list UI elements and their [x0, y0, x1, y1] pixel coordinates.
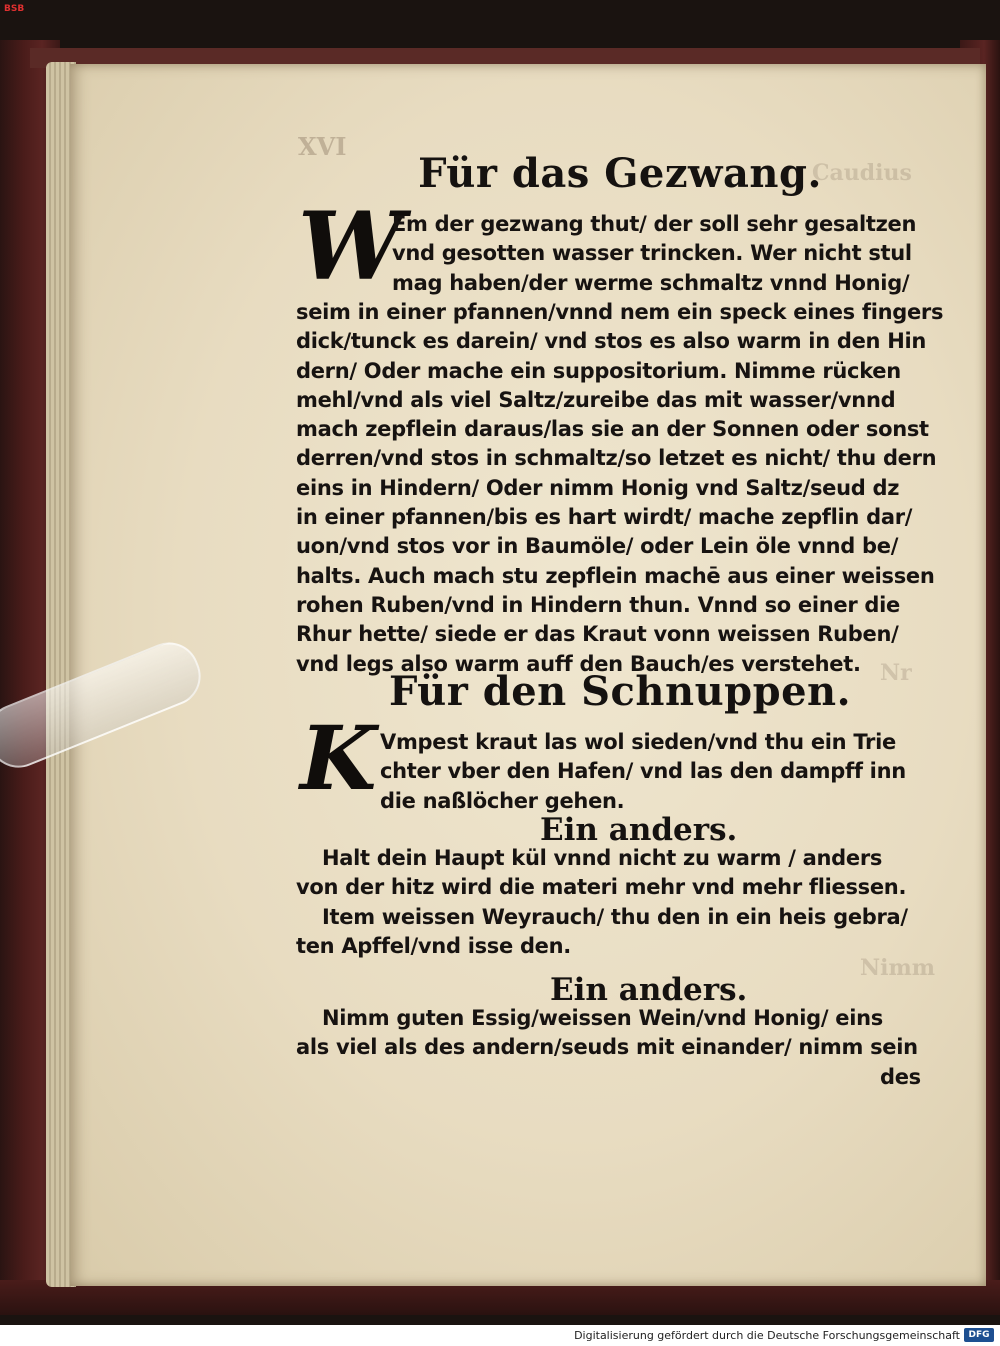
text-line: in einer pfannen/bis es hart wirdt/ mache zepflin dar/	[296, 505, 913, 530]
text-line: dick/tunck es darein/ vnd stos es also warm in den Hin	[296, 329, 927, 354]
text-line: mag haben/der werme schmaltz vnnd Honig/	[392, 270, 910, 295]
text-line: uon/vnd stos vor in Baumöle/ oder Lein öle vnnd be/	[296, 534, 899, 559]
paragraph-indented	[392, 210, 916, 298]
page-folio: XVI	[298, 132, 347, 161]
section-title: Für das Gezwang.	[418, 150, 822, 197]
text-line: Halt dein Haupt kül vnnd nicht zu warm / anders	[322, 846, 883, 870]
text-line: dern/ Oder mache ein suppositorium. Nimme rücken	[296, 358, 901, 383]
text-line: seim in einer pfannen/vnnd nem ein speck eines fingers	[296, 300, 944, 324]
text-line: mehl/vnd als viel Saltz/zureibe das mit wasser/vnnd	[296, 387, 896, 412]
footer-bar	[0, 1325, 1000, 1346]
text-line: vnd gesotten wasser trincken. Wer nicht stul	[392, 241, 912, 266]
text-line: die naßlöcher gehen.	[380, 788, 625, 813]
text-line: derren/vnd stos in schmaltz/so letzet es nicht/ thu dern	[296, 446, 937, 471]
section-title: Für den Schnuppen.	[388, 668, 852, 715]
subheading: Ein anders.	[540, 812, 738, 848]
bsb-watermark: BSB	[4, 4, 25, 14]
paragraph	[296, 298, 943, 679]
text-line: ten Apffel/vnd isse den.	[296, 933, 571, 958]
text-line: von der hitz wird die materi mehr vnd mehr fliessen.	[296, 875, 907, 900]
text-line: vnd legs also warm auff den Bauch/es verstehet.	[296, 651, 861, 676]
text-line: halts. Auch mach stu zepflein machē aus einer weissen	[296, 563, 935, 588]
dfg-logo: DFG	[964, 1328, 994, 1342]
bleed-through-text: Nimm	[860, 955, 936, 981]
funding-note: Digitalisierung gefördert durch die Deutsche Forschungsgemeinschaft	[574, 1329, 960, 1342]
drop-cap: W	[298, 192, 404, 302]
text-line: eins in Hindern/ Oder nimm Honig vnd Saltz/seud dz	[296, 475, 900, 500]
text-line: Em der gezwang thut/ der soll sehr gesaltzen	[392, 212, 917, 236]
text-line: chter vber den Hafen/ vnd las den dampff inn	[380, 759, 906, 784]
text-line: mach zepflein daraus/las sie an der Sonnen oder sonst	[296, 417, 929, 442]
text-line: Item weissen Weyrauch/ thu den in ein heis gebra/	[322, 904, 908, 929]
text-line: Nimm guten Essig/weissen Wein/vnd Honig/ eins	[322, 1006, 883, 1030]
text-line: Rhur hette/ siede er das Kraut vonn weissen Ruben/	[296, 622, 899, 647]
text-line: als viel als des andern/seuds mit einander/ nimm sein	[296, 1035, 918, 1060]
bleed-through-text: Caudius	[812, 160, 912, 186]
catchword: des	[880, 1064, 921, 1089]
paragraph-indented	[380, 728, 906, 816]
paragraph	[296, 844, 908, 961]
text-line: rohen Ruben/vnd in Hindern thun. Vnnd so einer die	[296, 592, 900, 617]
bleed-through-text: Nr	[880, 660, 912, 686]
paragraph	[296, 1004, 921, 1092]
text-line: Vmpest kraut las wol sieden/vnd thu ein Trie	[380, 730, 896, 754]
drop-cap: K	[300, 706, 377, 810]
subheading: Ein anders.	[550, 972, 748, 1008]
